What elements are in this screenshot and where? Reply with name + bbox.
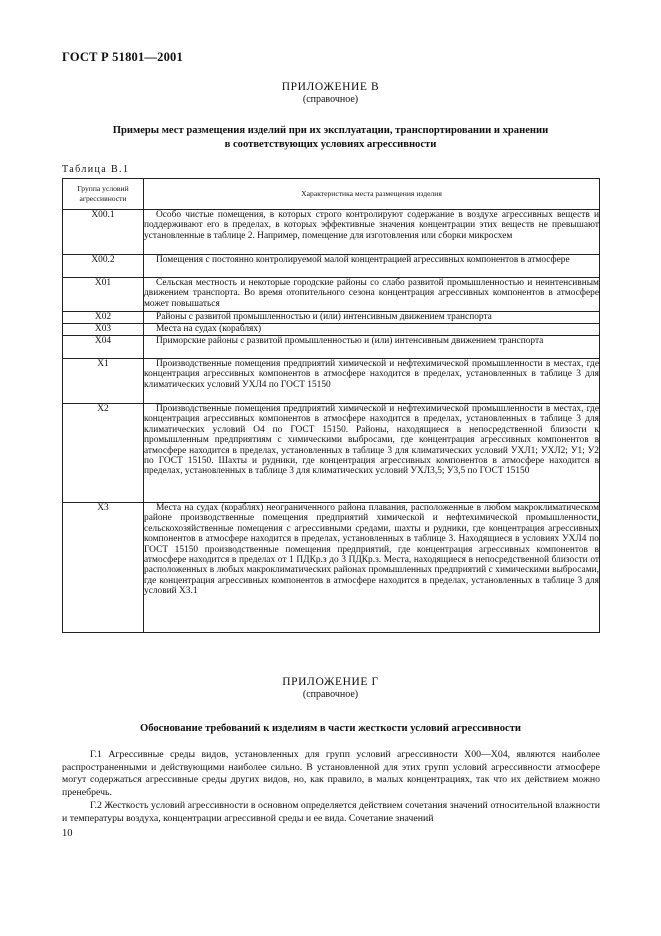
appendix-b-title-line2: в соответствующих условиях агрессивности — [224, 139, 437, 150]
row-group-code: Х2 — [63, 404, 144, 503]
table-row — [63, 278, 600, 312]
row-group-code: Х01 — [63, 278, 144, 312]
appendix-g-subtitle: (справочное) — [302, 689, 359, 700]
column-header-characteristic: Характеристика места размещения изделия — [144, 179, 600, 210]
row-description: Места на судах (кораблях) неограниченного района плавания, расположенные в любом макроклиматическом районе производственные помещения предприятий химической и нефтехимической промышленности, сельскохозяйственные помещения с агрессивными средами, шахты и рудники, где концентрация агрессивных компонентов в атмосфере находится в пределах, установленных в таблице 3. Находящиеся в условиях УХЛ4 по ГОСТ 15150 производственные помещения предприятий, где концентрация агрессивных компонентов в атмосфере находится в пределах от 1 ПДКр.з до 3 ПДКр.з. Места, находящиеся в непосредственной близости от расположенных в любых макроклиматических районах промышленных предприятий с химическими выбросами, где концентрация агрессивных компонентов в атмосфере находится в пределах, установленных в таблице 3 для условий Х3.1 — [144, 503, 600, 633]
table-row — [63, 404, 600, 503]
paragraph-g1: Г.1 Агрессивные среды видов, установленных для групп условий агрессивности Х00—Х04, являются наиболее распространенными и действующими наиболее сильно. В установленной для этих групп условий агрессивности атмосфере могут содержаться агрессивные среды других видов, но, как правило, в малых концентрациях, так что их действием можно пренебречь. — [62, 749, 600, 798]
row-group-code: Х00.1 — [63, 210, 144, 255]
table-row — [63, 336, 600, 359]
row-description: Районы с развитой промышленностью и (или) интенсивным движением транспорта — [144, 312, 600, 324]
column-header-group: Группа условий агрессивности — [63, 179, 144, 210]
row-description: Помещения с постоянно контролируемой малой концентрацией агрессивных компонентов в атмосфере — [144, 255, 600, 278]
row-group-code: Х03 — [63, 324, 144, 336]
row-description: Места на судах (кораблях) — [144, 324, 600, 336]
appendix-b-title-line1: Примеры мест размещения изделий при их эксплуатации, транспортировании и хранении — [112, 125, 549, 136]
appendix-b-heading: ПРИЛОЖЕНИЕ В — [281, 81, 380, 93]
appendix-b-subtitle: (справочное) — [302, 94, 359, 105]
table-row — [63, 312, 600, 324]
row-group-code: Х1 — [63, 359, 144, 404]
page-number: 10 — [62, 828, 73, 839]
paragraph-g2: Г.2 Жесткость условий агрессивности в основном определяется действием сочетания значений относительной влажности и температуры воздуха, концентрации агрессивной среды и ее вида. Сочетание значений — [62, 800, 600, 824]
table-label: Таблица В.1 — [62, 164, 130, 175]
row-description: Особо чистые помещения, в которых строго контролируют содержание в воздухе агрессивных веществ и поддерживают его в пределах, в которых эффективные значения концентрации этих веществ не превышают установленные в таблице 2. Например, помещение для изготовления или сборки микросхем — [144, 210, 600, 255]
row-group-code: Х02 — [63, 312, 144, 324]
table-row — [63, 359, 600, 404]
row-description: Производственные помещения предприятий химической и нефтехимической промышленности в местах, где концентрация агрессивных компонентов в атмосфере находится в пределах, установленных в таблице 3 для климатических условий УХЛ4 по ГОСТ 15150 — [144, 359, 600, 404]
appendix-g-heading: ПРИЛОЖЕНИЕ Г — [282, 676, 379, 688]
row-description: Приморские районы с развитой промышленностью и (или) интенсивным движением транспорта — [144, 336, 600, 359]
table-row — [63, 324, 600, 336]
table-header-row — [63, 179, 600, 210]
aggressivity-table — [62, 178, 600, 633]
row-description: Сельская местность и некоторые городские районы со слабо развитой промышленностью и неинтенсивным движением транспорта. Во время отопительного сезона концентрация агрессивных компонентов в атмосфере может повышаться — [144, 278, 600, 312]
row-group-code: Х00.2 — [63, 255, 144, 278]
table-row — [63, 210, 600, 255]
table-row — [63, 503, 600, 633]
row-description: Производственные помещения предприятий химической и нефтехимической промышленности в местах, где концентрация агрессивных компонентов в атмосфере находится в пределах, установленных в таблице 3 для климатических условий О4 по ГОСТ 15150. Районы, находящиеся в непосредственной близости к промышленным предприятиям с химическими выбросами, где концентрация агрессивных компонентов в атмосфере находится в пределах, установленных в таблице 3 для климатических условий УХЛ1; УХЛ2; У1; У2 по ГОСТ 15150. Шахты и рудники, где концентрация агрессивных компонентов в атмосфере находится в пределах, установленных в таблице 3 для климатических условий УХЛ3,5; У3,5 по ГОСТ 15150 — [144, 404, 600, 503]
row-group-code: Х3 — [63, 503, 144, 633]
row-group-code: Х04 — [63, 336, 144, 359]
document-code: ГОСТ Р 51801—2001 — [62, 50, 183, 64]
appendix-g-title: Обоснование требований к изделиям в части жесткости условий агрессивности — [139, 723, 522, 734]
table-row — [63, 255, 600, 278]
